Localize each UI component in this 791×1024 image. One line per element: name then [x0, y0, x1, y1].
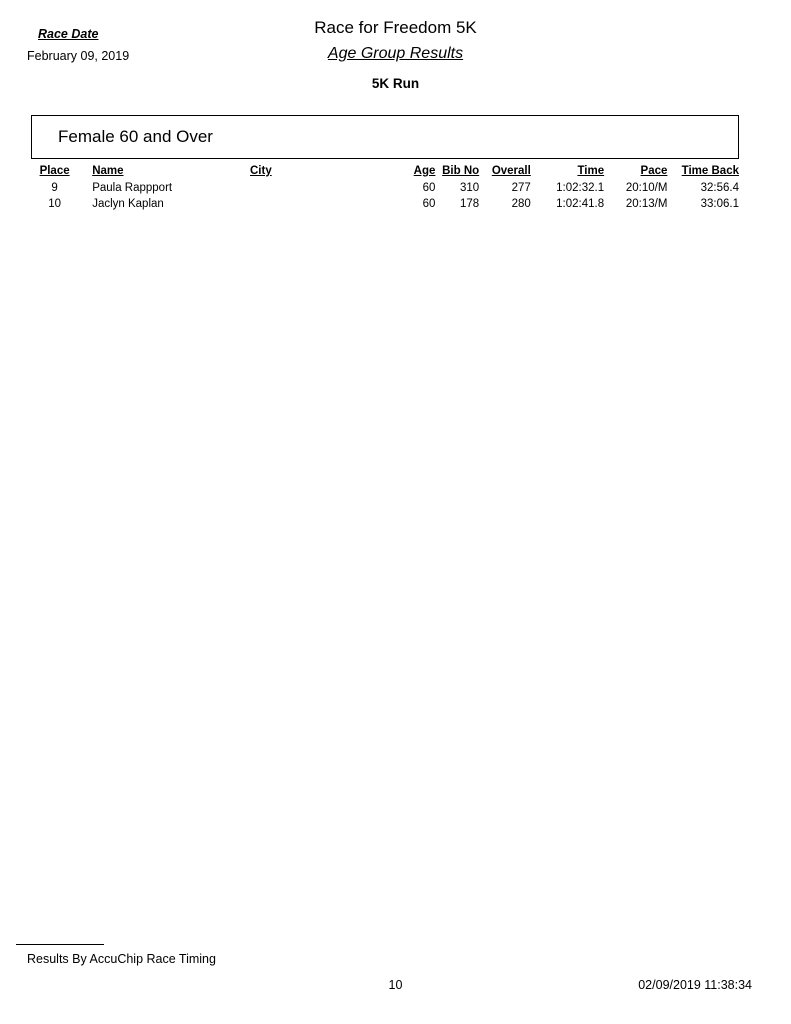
column-header-time-back: Time Back — [681, 165, 739, 177]
cell-pace: 20:13/M — [625, 198, 668, 210]
cell-city — [240, 196, 396, 212]
division-title: Female 60 and Over — [58, 127, 213, 146]
division-box — [31, 115, 739, 159]
cell-bib-no: 178 — [459, 198, 480, 210]
cell-city — [240, 180, 396, 196]
column-header-age: Age — [413, 165, 436, 177]
race-date-label: Race Date — [38, 27, 99, 41]
cell-time: 1:02:41.8 — [556, 198, 605, 210]
footer-page-number: 10 — [388, 978, 403, 992]
cell-age: 60 — [422, 182, 436, 194]
results-table — [27, 165, 739, 212]
column-header-name: Name — [92, 165, 124, 177]
table-row — [27, 196, 739, 212]
race-date-value: February 09, 2019 — [27, 49, 130, 63]
footer-divider — [16, 944, 104, 945]
cell-age: 60 — [422, 198, 436, 210]
column-header-bib-no: Bib No — [442, 165, 480, 177]
cell-name: Jaclyn Kaplan — [92, 198, 164, 210]
event-name: 5K Run — [371, 76, 420, 91]
cell-overall: 277 — [511, 182, 531, 194]
cell-overall: 280 — [511, 198, 531, 210]
cell-time: 1:02:32.1 — [556, 182, 605, 194]
cell-place: 9 — [51, 182, 58, 194]
cell-bib-no: 310 — [459, 182, 480, 194]
footer-credit: Results By AccuChip Race Timing — [27, 952, 216, 966]
cell-name: Paula Rappport — [92, 182, 173, 194]
page-title: Race for Freedom 5K — [314, 18, 477, 37]
table-header-row — [27, 165, 739, 180]
footer-timestamp: 02/09/2019 11:38:34 — [638, 978, 752, 992]
column-header-place: Place — [39, 165, 70, 177]
column-header-city: City — [249, 165, 272, 177]
column-header-pace: Pace — [640, 165, 668, 177]
cell-time-back: 33:06.1 — [700, 198, 739, 210]
cell-place: 10 — [48, 198, 61, 210]
cell-pace: 20:10/M — [625, 182, 668, 194]
cell-time-back: 32:56.4 — [700, 182, 739, 194]
table-row — [27, 180, 739, 196]
column-header-overall: Overall — [491, 165, 531, 177]
page-subtitle: Age Group Results — [327, 45, 464, 62]
column-header-time: Time — [577, 165, 605, 177]
